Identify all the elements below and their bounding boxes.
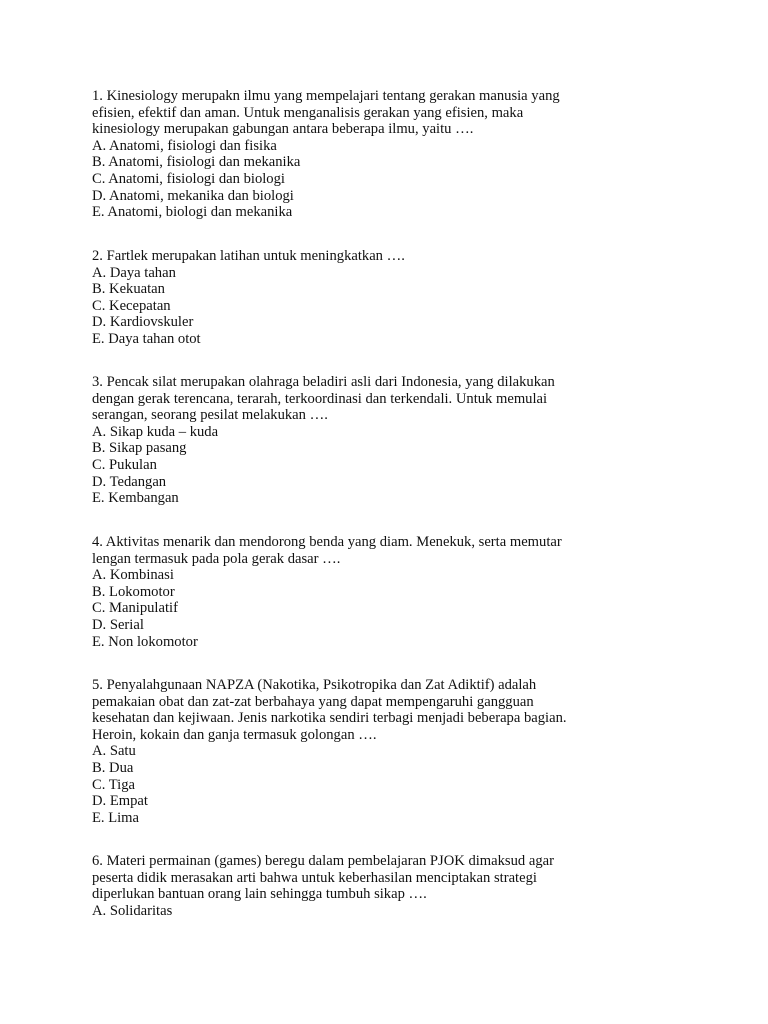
question-stem-line: serangan, seorang pesilat melakukan …. bbox=[92, 407, 328, 424]
answer-option-e: E. Kembangan bbox=[92, 490, 179, 507]
question-stem-line: 5. Penyalahgunaan NAPZA (Nakotika, Psikotropika dan Zat Adiktif) adalah bbox=[92, 677, 537, 693]
answer-option-a: A. Sikap kuda – kuda bbox=[92, 423, 219, 440]
question-stem-line: kinesiology merupakan gabungan antara beberapa ilmu, yaitu …. bbox=[92, 121, 474, 138]
answer-option-c: C. Kecepatan bbox=[92, 297, 171, 314]
question-stem-line: Heroin, kokain dan ganja termasuk golongan …. bbox=[92, 726, 377, 743]
answer-option-a: A. Anatomi, fisiologi dan fisika bbox=[92, 137, 277, 154]
answer-option-e: E. Lima bbox=[92, 809, 140, 826]
answer-option-b: B. Sikap pasang bbox=[92, 440, 187, 457]
answer-option-d: D. Anatomi, mekanika dan biologi bbox=[92, 187, 294, 204]
answer-option-d: D. Tedangan bbox=[92, 473, 167, 490]
question-5 bbox=[92, 677, 692, 826]
answer-option-e: E. Non lokomotor bbox=[92, 633, 198, 650]
answer-option-a: A. Solidaritas bbox=[92, 902, 173, 919]
question-4 bbox=[92, 534, 692, 650]
question-stem-line: diperlukan bantuan orang lain sehingga tumbuh sikap …. bbox=[92, 886, 427, 903]
question-2 bbox=[92, 248, 692, 348]
question-stem-line: 6. Materi permainan (games) beregu dalam pembelajaran PJOK dimaksud agar bbox=[92, 853, 554, 869]
answer-option-c: C. Anatomi, fisiologi dan biologi bbox=[92, 170, 285, 187]
answer-option-b: B. Lokomotor bbox=[92, 583, 175, 600]
question-stem-line: 2. Fartlek merupakan latihan untuk meningkatkan …. bbox=[92, 248, 405, 264]
answer-option-b: B. Anatomi, fisiologi dan mekanika bbox=[92, 154, 301, 171]
answer-option-d: D. Empat bbox=[92, 793, 148, 810]
question-3 bbox=[92, 374, 692, 507]
question-stem-line: 3. Pencak silat merupakan olahraga beladiri asli dari Indonesia, yang dilakukan bbox=[92, 374, 555, 390]
answer-option-b: B. Dua bbox=[92, 759, 134, 776]
answer-option-c: C. Tiga bbox=[92, 776, 135, 793]
answer-option-a: A. Daya tahan bbox=[92, 264, 176, 281]
answer-option-c: C. Manipulatif bbox=[92, 600, 178, 617]
question-stem-line: pemakaian obat dan zat-zat berbahaya yang dapat mempengaruhi gangguan bbox=[92, 693, 534, 710]
answer-option-b: B. Kekuatan bbox=[92, 281, 165, 298]
answer-option-c: C. Pukulan bbox=[92, 456, 157, 473]
question-6 bbox=[92, 853, 692, 919]
question-stem-line: 4. Aktivitas menarik dan mendorong benda yang diam. Menekuk, serta memutar bbox=[92, 534, 562, 550]
question-stem-line: lengan termasuk pada pola gerak dasar …. bbox=[92, 550, 341, 567]
question-stem-line: dengan gerak terencana, terarah, terkoordinasi dan terkendali. Untuk memulai bbox=[92, 390, 548, 407]
question-stem-line: 1. Kinesiology merupakn ilmu yang mempelajari tentang gerakan manusia yang bbox=[92, 88, 560, 104]
question-1 bbox=[92, 88, 692, 221]
answer-option-d: D. Serial bbox=[92, 616, 144, 633]
question-stem-line: efisien, efektif dan aman. Untuk menganalisis gerakan yang efisien, maka bbox=[92, 104, 524, 121]
answer-option-a: A. Kombinasi bbox=[92, 567, 174, 584]
answer-option-d: D. Kardiovskuler bbox=[92, 314, 194, 331]
question-stem-line: peserta didik merasakan arti bahwa untuk keberhasilan menciptakan strategi bbox=[92, 869, 537, 886]
answer-option-e: E. Anatomi, biologi dan mekanika bbox=[92, 204, 293, 221]
answer-option-a: A. Satu bbox=[92, 743, 136, 760]
answer-option-e: E. Daya tahan otot bbox=[92, 330, 201, 347]
question-stem-line: kesehatan dan kejiwaan. Jenis narkotika sendiri terbagi menjadi beberapa bagian. bbox=[92, 710, 567, 727]
